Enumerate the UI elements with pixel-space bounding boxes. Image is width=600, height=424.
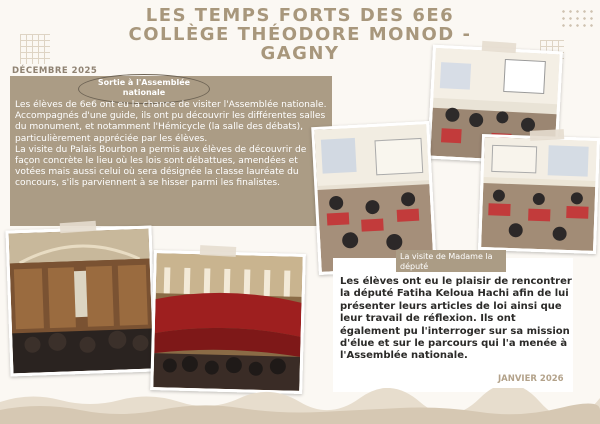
section2-date: JANVIER 2026 xyxy=(498,374,564,384)
section1-paragraph-2: La visite du Palais Bourbon a permis aux élèves de découvrir de façon concrète le lieu où les lois sont débattues, amendées et votées mais aussi celui où sera désignée la classe lauréate du concours, s'ils parviennent à se hisser parmi les finalistes. xyxy=(15,144,307,189)
title-line-2: COLLÈGE THÉODORE MONOD - xyxy=(128,24,472,45)
section1-body xyxy=(15,100,331,190)
photo-hemicycle xyxy=(150,250,306,394)
section2-body: Les élèves ont eu le plaisir de rencontrer la député Fatiha Keloua Hachi afin de lui présenter leurs articles de loi ainsi que leur travail de réflexion. Ils ont également pu l'interroger sur sa mission d'élue et sur le parcours qui l'a menée à l'Assemblée nationale. xyxy=(340,276,572,362)
hemicycle-illustration xyxy=(153,253,302,391)
wave-decoration xyxy=(0,388,600,424)
section1-tag: Sortie à l'Assemblée nationale xyxy=(97,78,191,97)
grid-decoration-left xyxy=(20,34,50,64)
section1-date: DÉCEMBRE 2025 xyxy=(12,66,98,76)
tape-classroom-right xyxy=(530,129,564,141)
dots-decoration-right xyxy=(560,8,596,30)
library-illustration xyxy=(9,229,154,374)
classroom-right-illustration xyxy=(481,137,597,251)
title-line-1: LES TEMPS FORTS DES 6E6 xyxy=(145,5,455,26)
photo-classroom-right xyxy=(478,134,600,254)
title-line-3: GAGNY xyxy=(260,43,340,64)
section1-paragraph-1: Les élèves de 6e6 ont eu la chance de visiter l'Assemblée nationale. Accompagnés d'une guide, ils ont pu découvrir les différentes salles du monument, et notamment l'Hémicycle (la salle des débats), particulièrement appréciée par les élèves. xyxy=(15,100,327,144)
tape-hemicycle xyxy=(200,245,236,257)
section2-tag: La visite de Madame la député xyxy=(396,250,506,272)
photo-library xyxy=(5,225,156,376)
